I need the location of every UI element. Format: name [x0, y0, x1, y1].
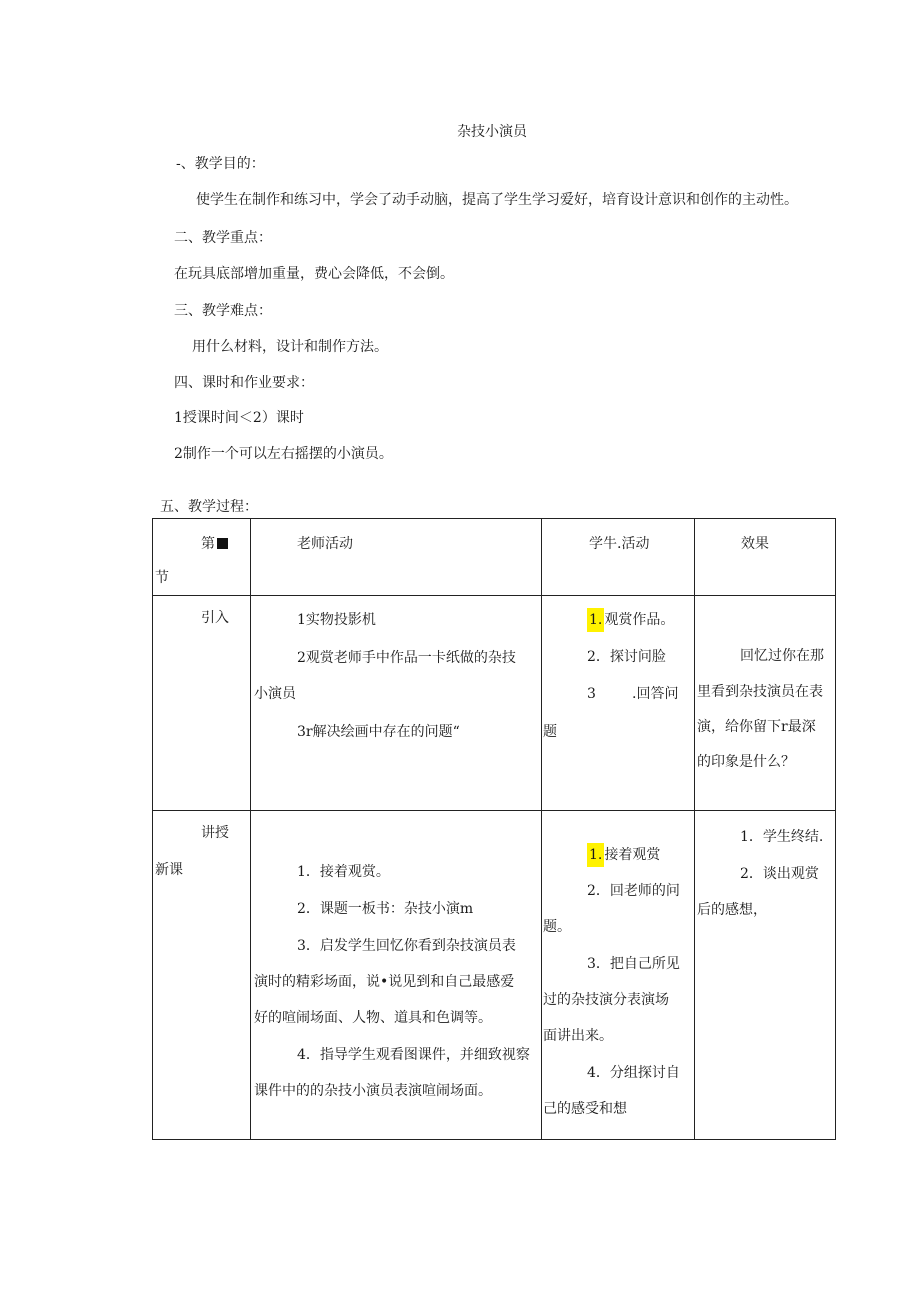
- row1-teacher-line: 3r解决绘画中存在的问题“: [297, 724, 460, 740]
- teaching-process-table: [152, 518, 836, 1140]
- row2-student-line: 题。: [543, 919, 571, 935]
- difficulty-heading: 三、教学难点：: [174, 303, 272, 319]
- row1-teacher-line: 小演员: [254, 686, 296, 702]
- hours-heading: 四、课时和作业要求：: [174, 375, 314, 391]
- header-effect: 效果: [741, 536, 769, 552]
- row2-teacher-line: 4．指导学生观看图课件，并细致视察: [297, 1047, 530, 1063]
- row2-teacher-line: 演时的精彩场面，说•说见到和自己最感爱: [254, 974, 515, 990]
- row1-effect-line: 的印象是什么？: [697, 754, 795, 770]
- row2-section-2: 新课: [155, 862, 183, 878]
- row2-teacher-line: 2．课题一板书：杂技小演m: [297, 901, 474, 917]
- difficulty-text: 用什么材料，设计和制作方法。: [192, 339, 388, 355]
- focus-text: 在玩具底部增加重量，费心会降低，不会倒。: [174, 266, 454, 282]
- row2-effect-line: 1．学生终结.: [740, 829, 824, 845]
- goal-heading: -、教学目的：: [176, 156, 265, 172]
- row2-teacher-line: 好的喧闹场面、人物、道具和色调等。: [254, 1010, 492, 1026]
- row2-effect-line: 后的感想，: [697, 902, 767, 918]
- table-divider: [250, 519, 251, 1139]
- highlighted-number: 1.: [587, 608, 604, 632]
- row2-student-line: 2．回老师的问: [587, 883, 680, 899]
- document-title: 杂技小演员: [457, 124, 527, 140]
- header-section-cell: [201, 535, 228, 553]
- row2-student-line: [587, 846, 660, 864]
- highlighted-number: 1.: [587, 843, 604, 867]
- row1-section: 引入: [201, 610, 229, 626]
- row2-student-line: 3．把自己所见: [587, 956, 680, 972]
- row2-teacher-line: 课件中的的杂技小演员表演喧闹场面。: [254, 1083, 492, 1099]
- row1-student-line: 3: [587, 686, 596, 702]
- row1-effect-line: 里看到杂技演员在表: [697, 684, 823, 700]
- row1-effect-line: 演，给你留下r最深: [697, 719, 816, 735]
- row2-student-line: 面讲出来。: [543, 1028, 613, 1044]
- hours-item-1: 1授课时间＜2）课时: [174, 410, 304, 426]
- row2-effect-line: 2．谈出观赏: [740, 866, 819, 882]
- header-section-label: 第: [201, 536, 215, 552]
- row1-student-line: .回答问: [632, 686, 679, 702]
- row1-teacher-line: 2观赏老师手中作品一卡纸做的杂技: [297, 650, 516, 666]
- row2-teacher-line: 3．启发学生回忆你看到杂技演员表: [297, 938, 516, 954]
- row1-teacher-line: 1实物投影机: [297, 612, 376, 628]
- row2-student-line: 过的杂技演分表演场: [543, 992, 669, 1008]
- row1-student-line: 题: [543, 724, 557, 740]
- table-divider: [541, 519, 542, 1139]
- header-student: 学牛.活动: [589, 536, 650, 552]
- row2-section: 讲授: [201, 825, 229, 841]
- goal-text: 使学生在制作和练习中，学会了动手动脑，提高了学生学习爱好，培育设计意识和创作的主动性。: [196, 192, 798, 208]
- process-heading: 五、教学过程：: [160, 499, 258, 515]
- table-divider: [153, 595, 835, 596]
- row1-student-line: 2．探讨问脸: [587, 649, 666, 665]
- header-section-label-2: 节: [155, 570, 169, 586]
- focus-heading: 二、教学重点：: [174, 230, 272, 246]
- table-divider: [694, 519, 695, 1139]
- row2-student-line: 4．分组探讨自: [587, 1065, 680, 1081]
- row1-student-line: [587, 611, 674, 629]
- table-divider: [153, 810, 835, 811]
- row1-student-text: 观赏作品。: [604, 612, 675, 628]
- row2-teacher-line: 1．接着观赏。: [297, 864, 390, 880]
- filled-square-icon: [217, 538, 228, 549]
- row2-student-text: 接着观赏: [604, 847, 661, 863]
- header-teacher: 老师活动: [297, 536, 353, 552]
- row1-effect-line: 回忆过你在那: [740, 648, 824, 664]
- row2-student-line: 己的感受和想: [543, 1101, 627, 1117]
- hours-item-2: 2制作一个可以左右摇摆的小演员。: [174, 446, 393, 462]
